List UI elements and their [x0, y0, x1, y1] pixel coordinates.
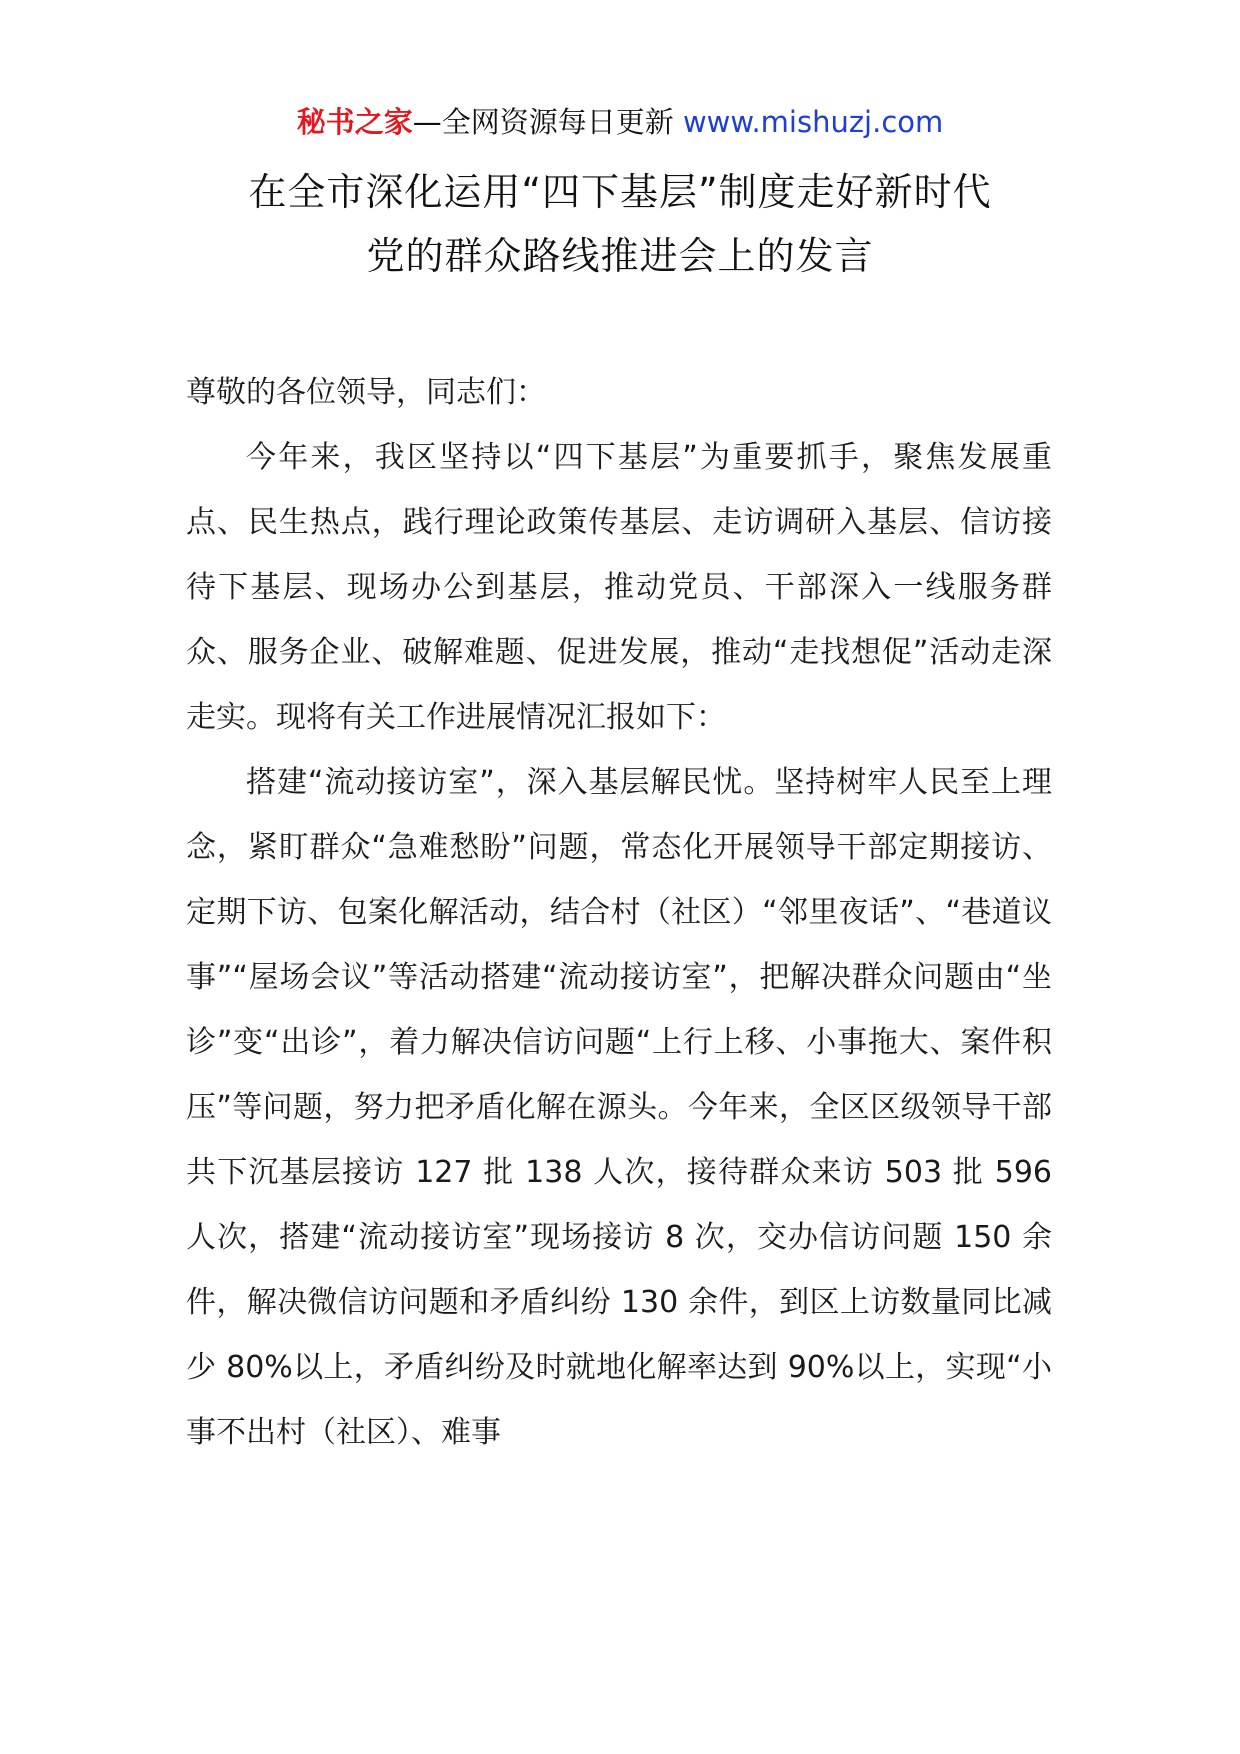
- brand-name: 秘书之家: [296, 105, 413, 139]
- header-slogan: —全网资源每日更新: [412, 105, 683, 139]
- salutation: 尊敬的各位领导，同志们：: [186, 375, 546, 410]
- document-body: [186, 360, 1052, 1465]
- title-line-1: 在全市深化运用“四下基层”制度走好新时代: [248, 170, 992, 214]
- document-title: [0, 160, 1240, 288]
- site-header: [0, 102, 1240, 142]
- paragraph-petition-room: 搭建“流动接访室”，深入基层解民忧。坚持树牢人民至上理念，紧盯群众“急难愁盼”问题，常态化开展领导干部定期接访、定期下访、包案化解活动，结合村（社区）“邻里夜话”、“巷道议事”“屋场会议”等活动搭建“流动接访室”，把解决群众问题由“坐诊”变“出诊”，着力解决信访问题“上行上移、小事拖大、案件积压”等问题，努力把矛盾化解在源头。今年来，全区区级领导干部共下沉基层接访 127 批 138 人次，接待群众来访 503 批 596 人次，搭建“流动接访室”现场接访 8 次，交办信访问题 150 余件，解决微信访问题和矛盾纠纷 130 余件，到区上访数量同比减少 80%以上，矛盾纠纷及时就地化解率达到 90%以上，实现“小事不出村（社区）、难事: [186, 765, 1052, 1450]
- title-line-2: 党的群众路线推进会上的发言: [366, 234, 874, 278]
- website-link[interactable]: www.mishuzj.com: [682, 105, 944, 139]
- paragraph-intro: 今年来，我区坚持以“四下基层”为重要抓手，聚焦发展重点、民生热点，践行理论政策传基层、走访调研入基层、信访接待下基层、现场办公到基层，推动党员、干部深入一线服务群众、服务企业、破解难题、促进发展，推动“走找想促”活动走深走实。现将有关工作进展情况汇报如下：: [186, 440, 1052, 735]
